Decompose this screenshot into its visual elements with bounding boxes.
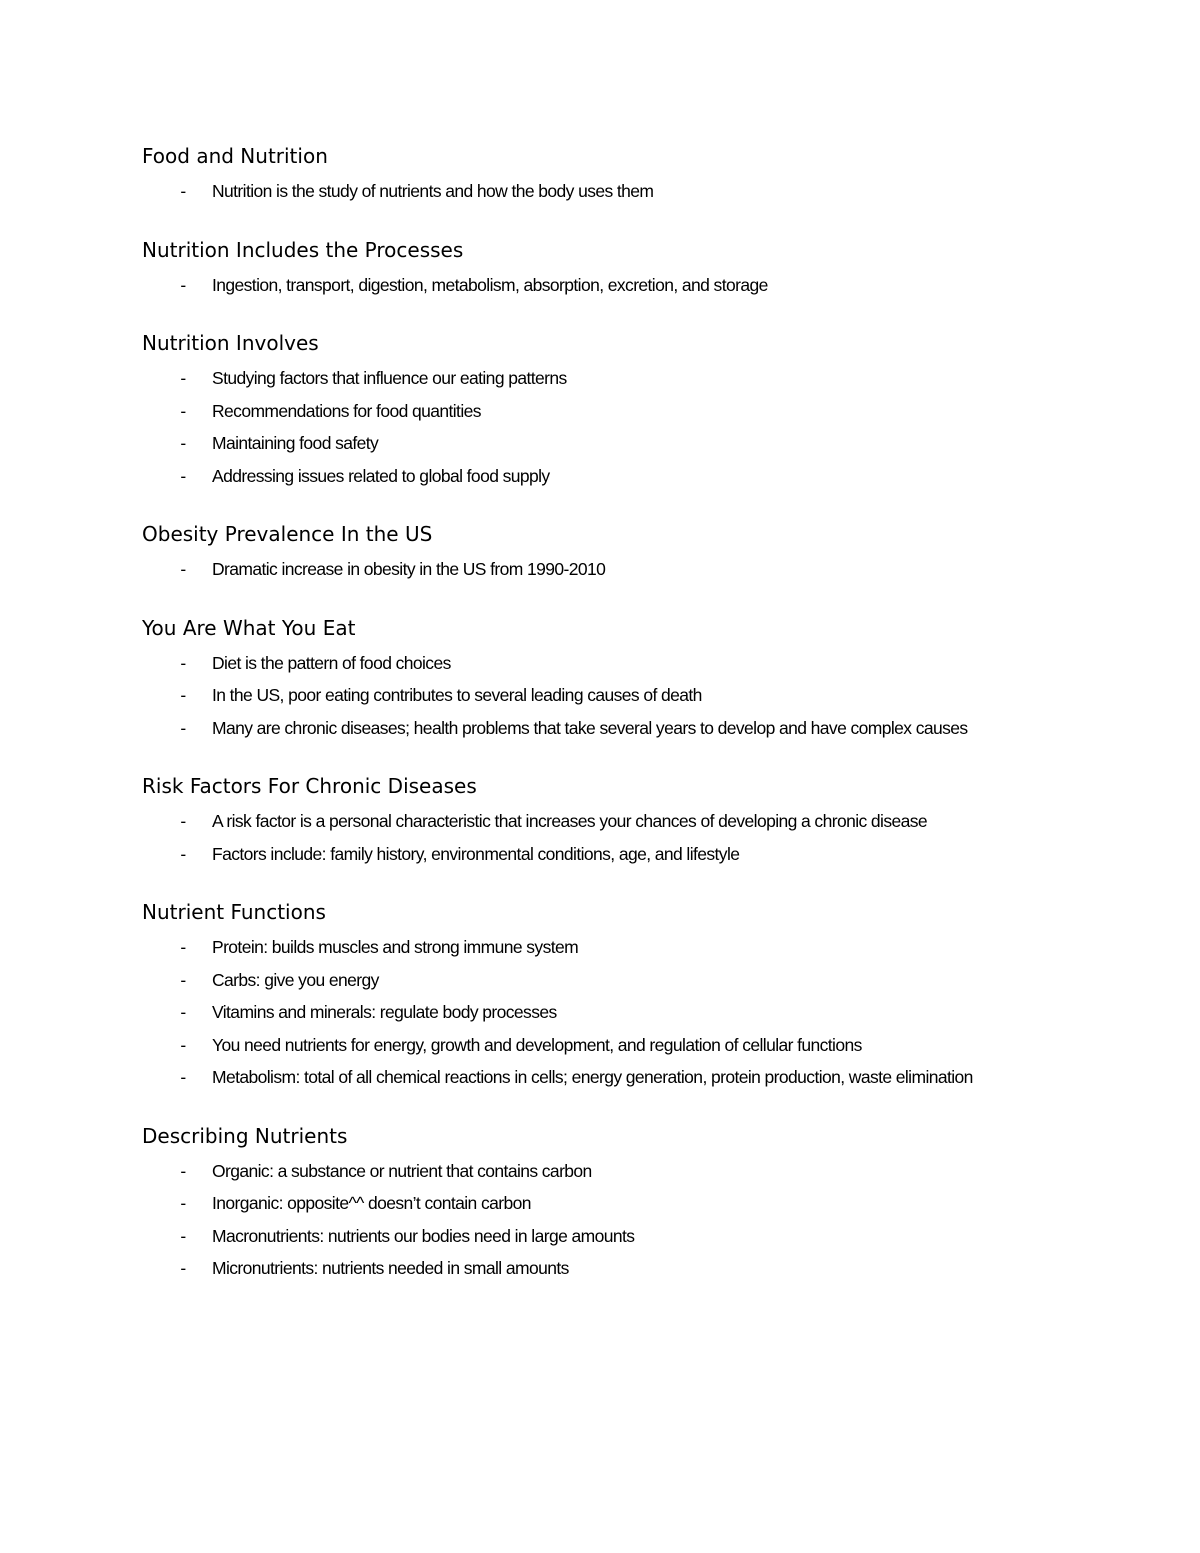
bullet-text: Ingestion, transport, digestion, metabolism, absorption, excretion, and storage — [212, 274, 768, 295]
bullet-text: Addressing issues related to global food supply — [212, 465, 550, 486]
note-section — [142, 328, 1102, 492]
bullet-dash-icon: - — [180, 969, 186, 990]
bullet-dash-icon: - — [180, 1225, 186, 1246]
note-section — [142, 1121, 1102, 1285]
bullet-text: Macronutrients: nutrients our bodies need in large amounts — [212, 1225, 635, 1246]
bullet-text: Factors include: family history, environmental conditions, age, and lifestyle — [212, 843, 740, 864]
bullet-text: Nutrition is the study of nutrients and how the body uses them — [212, 181, 654, 201]
bullet-dash-icon: - — [180, 811, 186, 831]
bullet-dash-icon: - — [180, 652, 186, 673]
note-section — [142, 771, 1102, 870]
bullet-item — [142, 712, 1102, 745]
bullet-item — [142, 647, 1102, 680]
bullet-dash-icon: - — [180, 1002, 186, 1022]
bullet-text: In the US, poor eating contributes to several leading causes of death — [212, 685, 702, 705]
note-section — [142, 897, 1102, 1094]
bullet-item — [142, 931, 1102, 964]
bullet-text: Diet is the pattern of food choices — [212, 652, 451, 673]
bullet-dash-icon: - — [180, 1193, 186, 1213]
section-heading: Nutrition Includes the Processes — [142, 237, 464, 262]
bullet-item — [142, 1220, 1102, 1253]
bullet-dash-icon: - — [180, 559, 186, 579]
bullet-text: Carbs: give you energy — [212, 969, 379, 990]
bullet-list — [142, 362, 1102, 492]
bullet-text: Recommendations for food quantities — [212, 400, 481, 421]
bullet-item — [142, 1029, 1102, 1062]
bullet-text: Inorganic: opposite^^ doesn’t contain carbon — [212, 1193, 531, 1213]
bullet-item — [142, 838, 1102, 871]
bullet-text: Studying factors that influence our eating patterns — [212, 368, 567, 388]
bullet-list — [142, 269, 1102, 302]
bullet-dash-icon: - — [180, 400, 186, 421]
bullet-text: Many are chronic diseases; health problems that take several years to develop and have complex causes — [212, 717, 968, 738]
bullet-dash-icon: - — [180, 1258, 186, 1278]
bullet-list — [142, 175, 1102, 208]
bullet-dash-icon: - — [180, 465, 186, 486]
bullet-dash-icon: - — [180, 937, 186, 957]
bullet-dash-icon: - — [180, 1034, 186, 1055]
section-heading: Food and Nutrition — [142, 144, 328, 168]
bullet-text: You need nutrients for energy, growth and development, and regulation of cellular functions — [212, 1034, 862, 1055]
bullet-dash-icon: - — [180, 1160, 186, 1181]
bullet-text: Metabolism: total of all chemical reactions in cells; energy generation, protein production, waste elimination — [212, 1067, 973, 1087]
section-heading: Describing Nutrients — [142, 1123, 348, 1148]
bullet-item — [142, 964, 1102, 997]
bullet-item — [142, 1187, 1102, 1220]
bullet-dash-icon: - — [180, 717, 186, 738]
bullet-text: Protein: builds muscles and strong immune system — [212, 937, 579, 957]
bullet-text: Vitamins and minerals: regulate body processes — [212, 1002, 557, 1022]
bullet-item — [142, 679, 1102, 712]
bullet-item — [142, 805, 1102, 838]
note-section — [142, 141, 1102, 208]
bullet-dash-icon: - — [180, 1067, 186, 1087]
bullet-list — [142, 647, 1102, 745]
bullet-item — [142, 996, 1102, 1029]
section-heading: You Are What You Eat — [142, 615, 356, 640]
bullet-item — [142, 395, 1102, 428]
bullet-item — [142, 175, 1102, 208]
bullet-dash-icon: - — [180, 274, 186, 295]
bullet-item — [142, 553, 1102, 586]
bullet-text: Maintaining food safety — [212, 433, 379, 453]
bullet-text: Dramatic increase in obesity in the US from 1990-2010 — [212, 559, 606, 579]
note-section — [142, 613, 1102, 745]
bullet-list — [142, 1155, 1102, 1285]
bullet-list — [142, 931, 1102, 1094]
bullet-item — [142, 1155, 1102, 1188]
bullet-item — [142, 1252, 1102, 1285]
bullet-dash-icon: - — [180, 685, 186, 705]
bullet-list — [142, 805, 1102, 870]
bullet-dash-icon: - — [180, 843, 186, 864]
bullet-item — [142, 269, 1102, 302]
bullet-item — [142, 1061, 1102, 1094]
bullet-text: Micronutrients: nutrients needed in small amounts — [212, 1258, 569, 1278]
bullet-item — [142, 460, 1102, 493]
bullet-dash-icon: - — [180, 181, 186, 201]
bullet-dash-icon: - — [180, 433, 186, 453]
bullet-dash-icon: - — [180, 368, 186, 388]
bullet-text: Organic: a substance or nutrient that contains carbon — [212, 1160, 592, 1181]
bullet-item — [142, 362, 1102, 395]
bullet-text: A risk factor is a personal characteristic that increases your chances of developing a chronic disease — [212, 811, 928, 831]
note-section — [142, 235, 1102, 302]
section-heading: Obesity Prevalence In the US — [142, 522, 433, 546]
section-heading: Risk Factors For Chronic Diseases — [142, 774, 477, 798]
bullet-item — [142, 427, 1102, 460]
bullet-list — [142, 553, 1102, 586]
section-heading: Nutrient Functions — [142, 900, 326, 924]
document-body — [142, 141, 1102, 1285]
section-heading: Nutrition Involves — [142, 331, 319, 355]
note-section — [142, 519, 1102, 586]
